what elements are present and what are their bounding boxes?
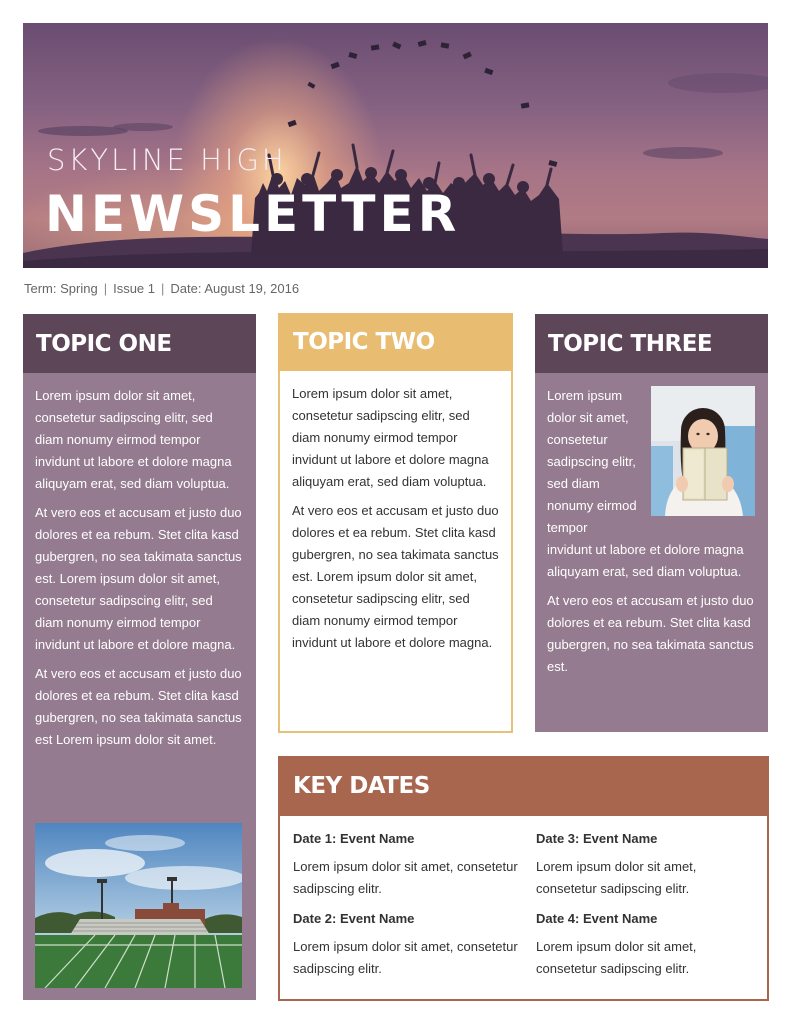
list-item: [536, 908, 757, 988]
newsletter-title: NEWSLETTER: [45, 185, 461, 243]
paragraph: Lorem ipsum dolor sit amet, consetetur sadipscing elitr, sed diam nonumy eirmod tempor invidunt ut labore et dolore magna aliquyam erat, sed diam voluptua.: [292, 386, 489, 489]
topic-two-heading: TOPIC TWO: [278, 313, 513, 371]
topic-one-column: [23, 314, 256, 1000]
topic-three-heading: TOPIC THREE: [535, 314, 768, 373]
date-label: Date: August 19, 2016: [170, 281, 300, 296]
issue-meta: Term: Spring | Issue 1 | Date: August 19, 2016: [24, 281, 300, 296]
topic-two-body: [280, 371, 511, 654]
newsletter-subtitle: SKYLINE HIGH: [47, 143, 287, 177]
topic-two-column: [278, 313, 513, 733]
text-line: sed diam: [547, 476, 600, 491]
paragraph: At vero eos et accusam et justo duo dolores et ea rebum. Stet clita kasd gubergren, no sea takimata sanctus est. Lorem ipsum dolor sit amet, consetetur sadipscing elitr, sed diam nonumy eirmod tempor invidunt ut labore et dolore magna.: [35, 505, 242, 652]
text-line: dolor sit amet,: [547, 410, 629, 425]
topic-three-column: [535, 314, 768, 732]
text-line: nonumy eirmod: [547, 498, 637, 513]
paragraph: At vero eos et accusam et justo duo dolores et ea rebum. Stet clita kasd gubergren, no sea takimata sanctus est. Lorem ipsum dolor sit amet, consetetur sadipscing elitr, sed diam nonumy eirmod tempor invidunt ut labore et dolore magna.: [292, 503, 499, 650]
key-dates-section: [278, 756, 769, 1001]
paragraph: At vero eos et accusam et justo duo dolores et ea rebum. Stet clita kasd gubergren, no sea takimata sanctus est Lorem ipsum dolor sit amet.: [35, 666, 242, 747]
term-label: Term: Spring: [24, 281, 98, 296]
list-item: [293, 908, 536, 988]
hero-banner: [23, 23, 768, 268]
text-line: tempor: [547, 520, 588, 535]
stadium-photo: [35, 823, 242, 988]
paragraph: Lorem ipsum dolor sit amet, consetetur sadipscing elitr, sed diam nonumy eirmod tempor invidunt ut labore et dolore magna aliquyam erat, sed diam voluptua.: [35, 388, 232, 491]
text-line: consetetur: [547, 432, 608, 447]
key-dates-list: [293, 828, 757, 988]
paragraph: invidunt ut labore et dolore magna aliquyam erat, sed diam voluptua.: [547, 542, 744, 579]
event-name: Date 4: Event Name: [536, 911, 658, 926]
event-description: Lorem ipsum dolor sit amet, consetetur sadipscing elitr.: [293, 859, 518, 896]
event-description: Lorem ipsum dolor sit amet, consetetur sadipscing elitr.: [536, 939, 697, 976]
topic-one-heading: TOPIC ONE: [23, 314, 256, 373]
event-name: Date 3: Event Name: [536, 831, 658, 846]
topic-one-body: [23, 373, 256, 751]
text-line: sadipscing elitr,: [547, 454, 636, 469]
text-beside-image: [547, 385, 645, 539]
event-description: Lorem ipsum dolor sit amet, consetetur sadipscing elitr.: [536, 859, 697, 896]
key-dates-heading: KEY DATES: [278, 756, 769, 816]
girl-with-book-photo: [651, 386, 755, 516]
event-name: Date 2: Event Name: [293, 911, 415, 926]
issue-label: Issue 1: [113, 281, 156, 296]
text-line: Lorem ipsum: [547, 388, 623, 403]
paragraph: At vero eos et accusam et justo duo dolores et ea rebum. Stet clita kasd gubergren, no sea takimata sanctus est.: [547, 593, 754, 674]
event-name: Date 1: Event Name: [293, 831, 415, 846]
event-description: Lorem ipsum dolor sit amet, consetetur sadipscing elitr.: [293, 939, 518, 976]
list-item: [536, 828, 757, 908]
list-item: [293, 828, 536, 908]
